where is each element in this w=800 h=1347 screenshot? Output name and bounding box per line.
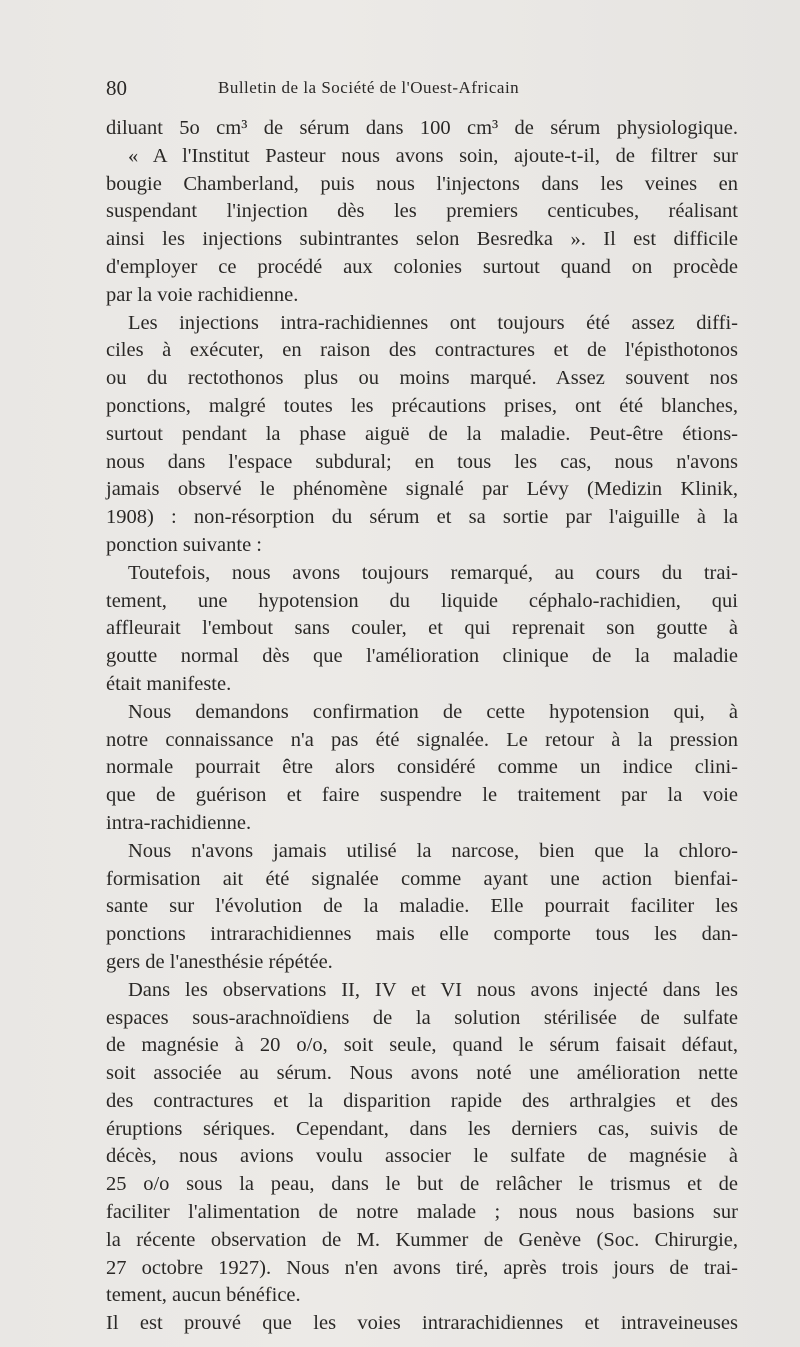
text-line: Nous n'avons jamais utilisé la narcose, bien que la chloro- [128, 839, 738, 862]
text-line: soit associée au sérum. Nous avons noté une amélioration nette [106, 1062, 738, 1085]
text-line: sante sur l'évolution de la maladie. Elle pourrait faciliter les [106, 895, 738, 918]
text-line: Dans les observations II, IV et VI nous avons injecté dans les [128, 978, 738, 1001]
text-line: bougie Chamberland, puis nous l'injectons dans les veines en [106, 172, 738, 195]
text-line: Il est prouvé que les voies intrarachidiennes et intraveineuses [106, 1312, 738, 1335]
text-line: éruptions sériques. Cependant, dans les derniers cas, suivis de [106, 1117, 738, 1140]
text-line: la récente observation de M. Kummer de Genève (Soc. Chirurgie, [106, 1228, 738, 1251]
text-line: formisation ait été signalée comme ayant une action bienfai- [106, 867, 738, 890]
text-line: ou du rectothonos plus ou moins marqué. Assez souvent nos [106, 367, 738, 390]
page-header [106, 76, 736, 104]
text-line: Toutefois, nous avons toujours remarqué, au cours du trai- [128, 561, 738, 584]
page-number: 80 [106, 76, 127, 100]
text-line: intra-rachidienne. [106, 811, 252, 834]
text-line: faciliter l'alimentation de notre malade ; nous nous basions sur [106, 1201, 738, 1224]
text-line: ponction suivante : [106, 533, 263, 556]
text-line: normale pourrait être alors considéré comme un indice clini- [106, 756, 738, 779]
text-line: suspendant l'injection dès les premiers centicubes, réalisant [106, 200, 738, 223]
text-line: ciles à exécuter, en raison des contractures et de l'épisthotonos [106, 339, 738, 362]
text-line: surtout pendant la phase aiguë de la maladie. Peut-être étions- [106, 422, 738, 445]
text-line: jamais observé le phénomène signalé par Lévy (Medizin Klinik, [106, 478, 738, 501]
text-line: diluant 5o cm³ de sérum dans 100 cm³ de sérum physiologique. [106, 117, 738, 139]
body-text [106, 115, 738, 1338]
text-line: espaces sous-arachnoïdiens de la solution stérilisée de sulfate [106, 1006, 738, 1029]
text-line: gers de l'anesthésie répétée. [106, 950, 333, 973]
text-line: par la voie rachidienne. [106, 283, 299, 306]
text-line: que de guérison et faire suspendre le traitement par la voie [106, 784, 738, 807]
text-line: affleurait l'embout sans couler, et qui reprenait son goutte à [106, 617, 738, 640]
text-line: ponctions intrarachidiennes mais elle comporte tous les dan- [106, 923, 738, 946]
text-line: tement, une hypotension du liquide céphalo-rachidien, qui [106, 589, 738, 612]
text-line: Nous demandons confirmation de cette hypotension qui, à [128, 700, 738, 723]
text-line: ponctions, malgré toutes les précautions prises, ont été blanches, [106, 394, 738, 417]
text-line: était manifeste. [106, 672, 232, 695]
text-line: goutte normal dès que l'amélioration clinique de la maladie [106, 645, 738, 668]
text-line: tement, aucun bénéfice. [106, 1284, 301, 1307]
text-line: nous dans l'espace subdural; en tous les cas, nous n'avons [106, 450, 738, 473]
text-line: 27 octobre 1927). Nous n'en avons tiré, après trois jours de trai- [106, 1256, 738, 1279]
text-line: 25 o/o sous la peau, dans le but de relâcher le trismus et de [106, 1173, 738, 1196]
text-line: Les injections intra-rachidiennes ont toujours été assez diffi- [128, 311, 738, 334]
text-line: notre connaissance n'a pas été signalée. Le retour à la pression [106, 728, 738, 751]
text-line: d'employer ce procédé aux colonies surtout quand on procède [106, 255, 738, 278]
text-line: « A l'Institut Pasteur nous avons soin, ajoute-t-il, de filtrer sur [128, 144, 738, 167]
text-line: des contractures et la disparition rapide des arthralgies et des [106, 1089, 738, 1112]
text-line: de magnésie à 20 o/o, soit seule, quand le sérum faisait défaut, [106, 1034, 738, 1057]
text-line: 1908) : non-résorption du sérum et sa sortie par l'aiguille à la [106, 506, 738, 529]
running-head: Bulletin de la Société de l'Ouest-Africain [218, 78, 520, 97]
text-line: ainsi les injections subintrantes selon Besredka ». Il est difficile [106, 228, 738, 251]
text-line: décès, nous avions voulu associer le sulfate de magnésie à [106, 1145, 738, 1168]
